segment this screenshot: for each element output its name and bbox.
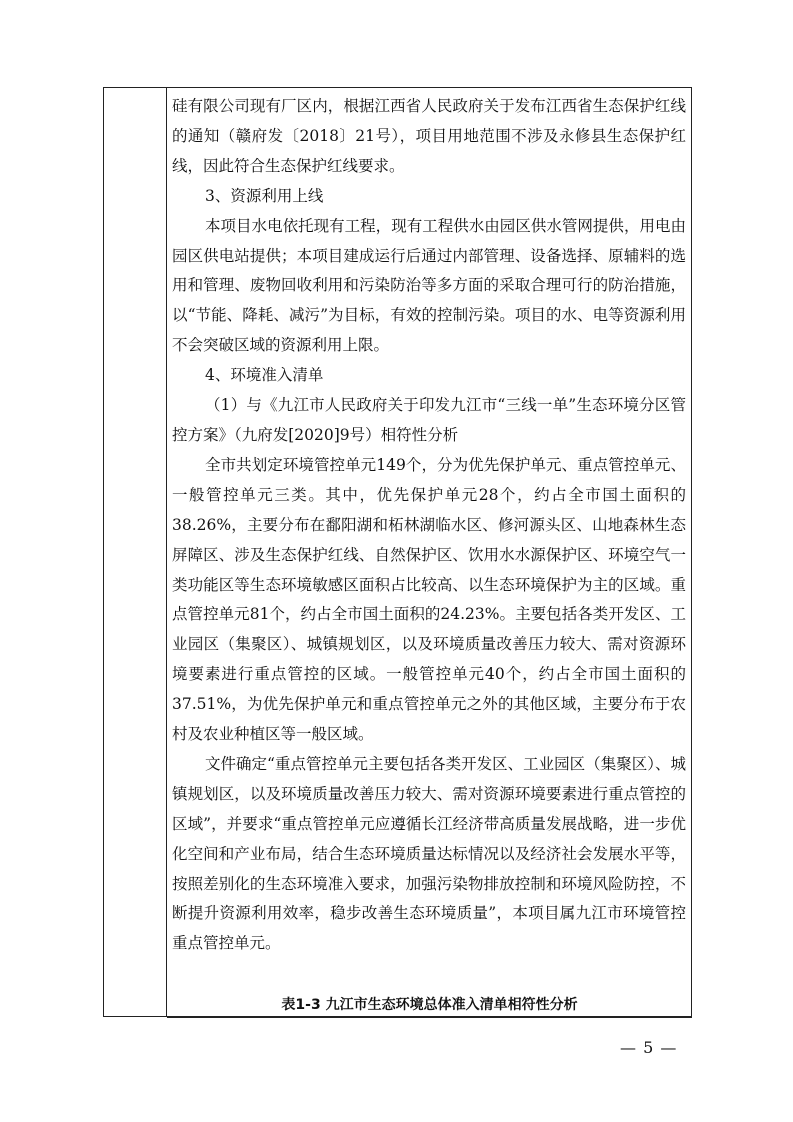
page-number: — 5 — [620,1038,678,1057]
paragraph-control-units: 全市共划定环境管控单元149个，分为优先保护单元、重点管控单元、一般管控单元三类。其中，优先保护单元28个，约占全市国土面积的38.26%，主要分布在鄱阳湖和柘林湖临水区、修河源头区、山地森林生态屏障区、涉及生态保护红线、自然保护区、饮用水水源保护区、环境空气一类功能区等生态环境敏感区面积占比较高、以生态环境保护为主的区域。重点管控单元81个，约占全市国土面积的24.23%。主要包括各类开发区、工业园区（集聚区）、城镇规划区，以及环境质量改善压力较大、需对资源环境要素进行重点管控的区域。一般管控单元40个，约占全市国土面积的37.51%，为优先保护单元和重点管控单元之外的其他区域，主要分布于农村及农业种植区等一般区域。 [172,455,686,744]
paragraph-ecological-redline: 硅有限公司现有厂区内，根据江西省人民政府关于发布江西省生态保护红线的通知（赣府发〔2018〕21号），项目用地范围不涉及永修县生态保护红线，因此符合生态保护红线要求。 [172,97,686,175]
heading-access-list: 4、环境准入清单 [205,366,324,385]
heading-resource-limit: 3、资源利用上线 [205,186,324,205]
paragraph-resource-limit: 本项目水电依托现有工程，现有工程供水由园区供水管网提供，用电由园区供电站提供；本项目建成运行后通过内部管理、设备选择、原辅料的选用和管理、废物回收利用和污染防治等多方面的采取合理可行的防治措施，以“节能、降耗、减污”为目标，有效的控制污染。项目的水、电等资源利用不会突破区域的资源利用上限。 [172,216,686,355]
subheading-jiujiang-plan: （1）与《九江市人民政府关于印发九江市“三线一单”生态环境分区管控方案》（九府发[2020]9号）相符性分析 [172,396,686,444]
column-divider [166,87,167,1017]
table-content-cell [172,92,686,959]
table-caption: 表1-3 九江市生态环境总体准入清单相符性分析 [281,997,578,1013]
paragraph-key-control: 文件确定“重点管控单元主要包括各类开发区、工业园区（集聚区）、城镇规划区，以及环境质量改善压力较大、需对资源环境要素进行重点管控的区域”，并要求“重点管控单元应遵循长江经济带高质量发展战略，进一步优化空间和产业布局，结合生态环境质量达标情况以及经济社会发展水平等，按照差别化的生态环境准入要求，加强污染物排放控制和环境风险防控，不断提升资源利用效率，稳步改善生态环境质量”，本项目属九江市环境管控重点管控单元。 [172,754,686,953]
caption-rule [167,1017,692,1018]
